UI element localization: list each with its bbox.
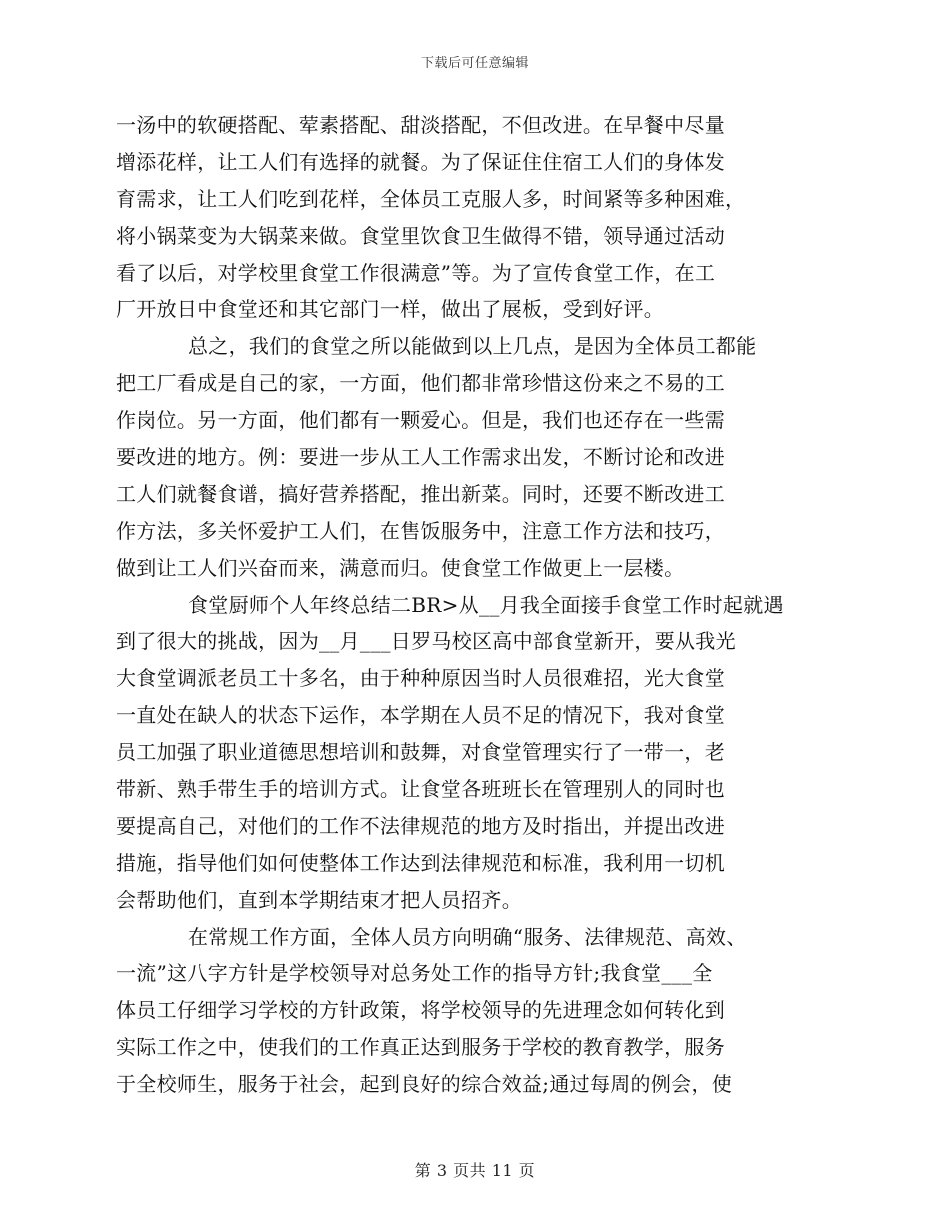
text-line: 作岗位。另一方面，他们都有一颗爱心。但是，我们也还存在一些需 xyxy=(116,408,725,433)
text-line: 育需求，让工人们吃到花样，全体员工克服人多，时间紧等多种困难， xyxy=(116,186,746,211)
text-line: 实际工作之中，使我们的工作真正达到服务于学校的教育教学，服务 xyxy=(116,1035,725,1060)
text-line: 一直处在缺人的状态下运作，本学期在人员不足的情况下，我对食堂 xyxy=(116,703,725,728)
page-number: 第 3 页共 11 页 xyxy=(414,1161,536,1180)
document-body xyxy=(116,107,806,1103)
text-line: 把工厂看成是自己的家，一方面，他们都非常珍惜这份来之不易的工 xyxy=(116,371,725,396)
text-line: 做到让工人们兴奋而来，满意而归。使食堂工作做更上一层楼。 xyxy=(116,555,685,580)
text-line: 将小锅菜变为大锅菜来做。食堂里饮食卫生做得不错，领导通过活动 xyxy=(116,223,725,248)
download-note: 下载后可任意编辑 xyxy=(420,56,529,71)
text-line: 厂开放日中食堂还和其它部门一样，做出了展板，受到好评。 xyxy=(116,297,665,322)
paragraph xyxy=(116,328,806,586)
text-line: 作方法，多关怀爱护工人们，在售饭服务中，注意工作方法和技巧， xyxy=(116,518,725,543)
text-line: 员工加强了职业道德思想培训和鼓舞，对食堂管理实行了一带一，老 xyxy=(116,740,725,765)
text-line: 要提高自己，对他们的工作不法律规范的地方及时指出，并提出改进 xyxy=(116,813,725,838)
text-line: 增添花样，让工人们有选择的就餐。为了保证住住宿工人们的身体发 xyxy=(116,149,725,174)
paragraph xyxy=(116,919,806,1103)
text-line: 在常规工作方面，全体人员方向明确“服务、法律规范、高效、 xyxy=(188,924,747,949)
text-line: 带新、熟手带生手的培训方式。让食堂各班班长在管理别人的同时也 xyxy=(116,777,725,802)
text-line: 于全校师生，服务于社会，起到良好的综合效益;通过每周的例会，使 xyxy=(116,1072,733,1097)
text-line: 看了以后，对学校里食堂工作很满意”等。为了宣传食堂工作，在工 xyxy=(116,260,716,285)
text-line: 措施，指导他们如何使整体工作达到法律规范和标准，我利用一切机 xyxy=(116,850,725,875)
text-line: 到了很大的挑战，因为__月___日罗马校区高中部食堂新开，要从我光 xyxy=(116,629,736,654)
text-line: 食堂厨师个人年终总结二BR>从__月我全面接手食堂工作时起就遇 xyxy=(188,592,784,617)
text-line: 一汤中的软硬搭配、荤素搭配、甜淡搭配，不但改进。在早餐中尽量 xyxy=(116,113,725,137)
paragraph xyxy=(116,587,806,919)
text-line: 会帮助他们，直到本学期结束才把人员招齐。 xyxy=(116,887,522,912)
text-line: 体员工仔细学习学校的方针政策，将学校领导的先进理念如何转化到 xyxy=(116,998,725,1023)
text-line: 大食堂调派老员工十多名，由于种种原因当时人员很难招，光大食堂 xyxy=(116,666,725,691)
text-line: 总之，我们的食堂之所以能做到以上几点，是因为全体员工都能 xyxy=(188,334,757,359)
text-line: 一流”这八字方针是学校领导对总务处工作的指导方针;我食堂___全 xyxy=(116,961,713,986)
text-line: 要改进的地方。例：要进一步从工人工作需求出发，不断讨论和改进 xyxy=(116,445,725,470)
paragraph xyxy=(116,107,806,328)
text-line: 工人们就餐食谱，搞好营养搭配，推出新菜。同时，还要不断改进工 xyxy=(116,481,725,506)
